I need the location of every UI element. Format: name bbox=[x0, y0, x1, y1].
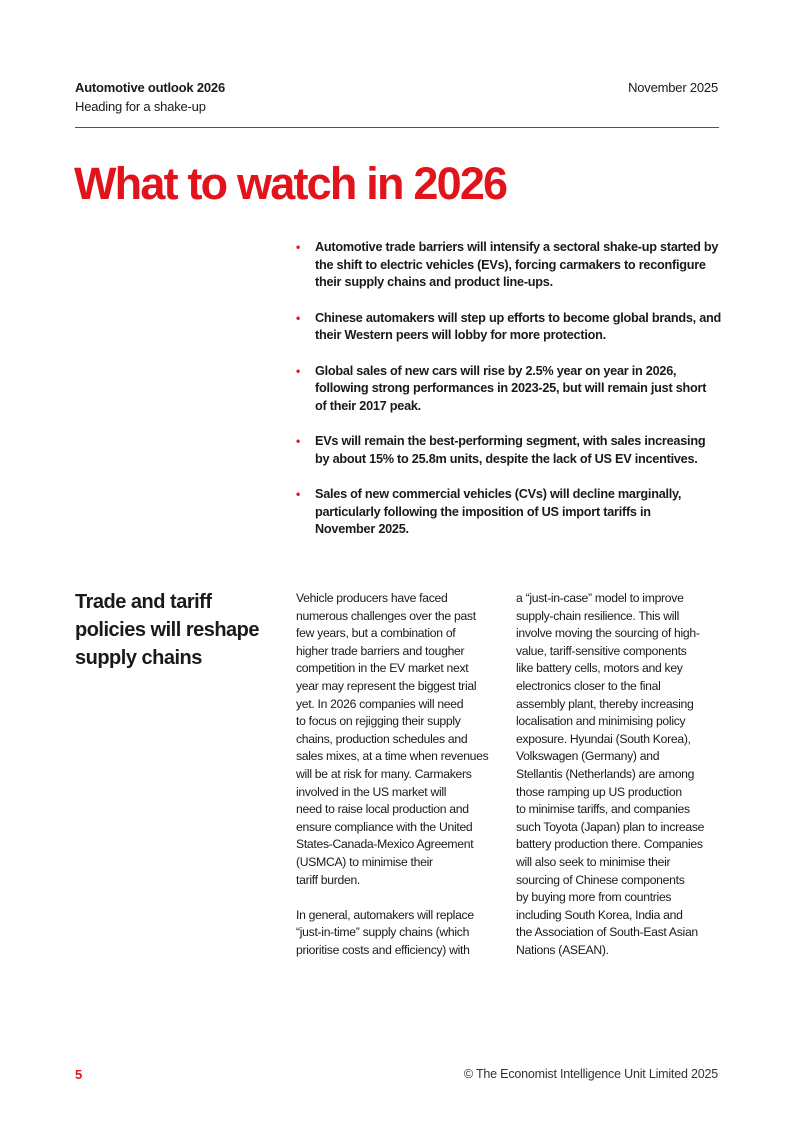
key-point-item bbox=[296, 433, 724, 468]
text-line: ensure compliance with the United bbox=[296, 819, 473, 834]
text-line: involve moving the sourcing of high- bbox=[516, 626, 700, 641]
report-title: Automotive outlook 2026 bbox=[75, 80, 225, 95]
text-line: their Western peers will lobby for more protection. bbox=[315, 328, 606, 343]
text-line: like battery cells, motors and key bbox=[516, 661, 683, 676]
text-line: by about 15% to 25.8m units, despite the lack of US EV incentives. bbox=[315, 451, 698, 466]
key-point-item bbox=[296, 239, 724, 292]
key-point-item bbox=[296, 310, 724, 345]
body-paragraph bbox=[516, 590, 721, 959]
bullet-marker: • bbox=[296, 240, 300, 254]
text-line: battery production there. Companies bbox=[516, 837, 703, 852]
text-line: sourcing of Chinese components bbox=[516, 872, 685, 887]
text-line: localisation and minimising policy bbox=[516, 714, 686, 729]
text-line: value, tariff-sensitive components bbox=[516, 643, 687, 658]
text-line: to focus on rejigging their supply bbox=[296, 714, 461, 729]
text-line: will be at risk for many. Carmakers bbox=[296, 766, 472, 781]
text-line: yet. In 2026 companies will need bbox=[296, 696, 464, 711]
text-line: including South Korea, India and bbox=[516, 907, 683, 922]
text-line: November 2025. bbox=[315, 522, 409, 537]
text-line: tariff burden. bbox=[296, 872, 361, 887]
text-line: In general, automakers will replace bbox=[296, 907, 474, 922]
page-number: 5 bbox=[75, 1067, 83, 1082]
key-point-item bbox=[296, 486, 724, 539]
text-line: chains, production schedules and bbox=[296, 731, 468, 746]
key-point-item bbox=[296, 363, 724, 416]
text-line: electronics closer to the final bbox=[516, 678, 661, 693]
text-line: Volkswagen (Germany) and bbox=[516, 749, 660, 764]
text-line: policies will reshape bbox=[75, 619, 260, 641]
bullet-marker: • bbox=[296, 434, 300, 449]
text-line: the Association of South-East Asian bbox=[516, 925, 698, 940]
text-line: EVs will remain the best-performing segment, with sales increasing bbox=[315, 434, 706, 449]
text-line: Chinese automakers will step up efforts to become global brands, and bbox=[315, 310, 721, 325]
header-divider bbox=[75, 127, 719, 128]
copyright-notice: © The Economist Intelligence Unit Limited 2025 bbox=[463, 1067, 718, 1081]
report-date: November 2025 bbox=[628, 80, 718, 95]
text-line: Global sales of new cars will rise by 2.5% year on year in 2026, bbox=[315, 363, 677, 378]
text-line: particularly following the imposition of US import tariffs in bbox=[315, 504, 651, 519]
text-line: will also seek to minimise their bbox=[516, 854, 671, 869]
body-column-left bbox=[296, 590, 501, 959]
text-line: supply-chain resilience. This will bbox=[516, 608, 679, 623]
text-line: Stellantis (Netherlands) are among bbox=[516, 766, 695, 781]
text-line: Trade and tariff bbox=[75, 591, 212, 613]
bullet-marker: • bbox=[296, 310, 300, 325]
text-line: Nations (ASEAN). bbox=[516, 942, 609, 957]
bullet-marker: • bbox=[296, 487, 300, 502]
text-line: higher trade barriers and tougher bbox=[296, 643, 465, 658]
text-line: their supply chains and product line-ups. bbox=[315, 275, 553, 290]
report-subtitle: Heading for a shake-up bbox=[75, 99, 206, 114]
text-line: (USMCA) to minimise their bbox=[296, 854, 433, 869]
text-line: involved in the US market will bbox=[296, 784, 447, 799]
text-line: “just-in-time” supply chains (which bbox=[296, 925, 470, 940]
section-heading bbox=[75, 588, 275, 672]
text-line: competition in the EV market next bbox=[296, 661, 469, 676]
text-line: need to raise local production and bbox=[296, 802, 469, 817]
text-line: of their 2017 peak. bbox=[315, 398, 421, 413]
text-line: prioritise costs and efficiency) with bbox=[296, 942, 470, 957]
bullet-marker: • bbox=[296, 363, 300, 378]
text-line: sales mixes, at a time when revenues bbox=[296, 749, 489, 764]
text-line: by buying more from countries bbox=[516, 890, 672, 905]
key-points-list bbox=[296, 239, 724, 557]
page-title: What to watch in 2026 bbox=[74, 158, 507, 209]
text-line: States-Canada-Mexico Agreement bbox=[296, 837, 474, 852]
text-line: following strong performances in 2023-25, but will remain just short bbox=[315, 381, 707, 396]
text-line: Vehicle producers have faced bbox=[296, 591, 448, 605]
text-line: Automotive trade barriers will intensify a sectoral shake-up started by bbox=[315, 240, 719, 254]
text-line: numerous challenges over the past bbox=[296, 608, 476, 623]
body-paragraph bbox=[296, 907, 501, 960]
body-column-right bbox=[516, 590, 721, 959]
text-line: such Toyota (Japan) plan to increase bbox=[516, 819, 705, 834]
text-line: a “just-in-case” model to improve bbox=[516, 591, 684, 605]
text-line: Sales of new commercial vehicles (CVs) will decline marginally, bbox=[315, 487, 682, 502]
text-line: year may represent the biggest trial bbox=[296, 678, 477, 693]
text-line: exposure. Hyundai (South Korea), bbox=[516, 731, 691, 746]
text-line: the shift to electric vehicles (EVs), forcing carmakers to reconfigure bbox=[315, 257, 706, 272]
text-line: supply chains bbox=[75, 647, 202, 669]
text-line: assembly plant, thereby increasing bbox=[516, 696, 694, 711]
text-line: those ramping up US production bbox=[516, 784, 682, 799]
body-paragraph bbox=[296, 590, 501, 889]
text-line: few years, but a combination of bbox=[296, 626, 456, 641]
text-line: to minimise tariffs, and companies bbox=[516, 802, 690, 817]
